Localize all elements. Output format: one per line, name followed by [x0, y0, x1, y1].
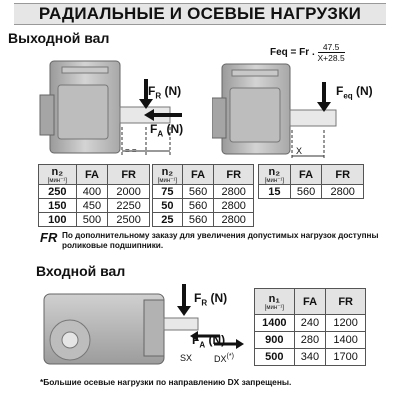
cell: 560 [290, 185, 322, 199]
table-header-row [255, 289, 366, 315]
table-row [255, 349, 366, 366]
cell: 400 [76, 185, 108, 199]
formula-denominator: X+28.5 [317, 53, 345, 63]
cell: 150 [39, 199, 77, 213]
fr-label-output: $F_R$ (N) [148, 84, 182, 101]
formula-numerator: 47.5 [318, 42, 345, 53]
cell: 15 [259, 185, 291, 199]
cell: 50 [153, 199, 183, 213]
output-shaft-table-2 [152, 164, 254, 227]
cell: 500 [255, 349, 295, 366]
cell: 1200 [326, 315, 366, 332]
cell: 25 [153, 213, 183, 227]
gearbox-body [44, 294, 164, 364]
table-row [39, 213, 150, 227]
header-fa: FA [294, 289, 326, 315]
output-shaft-equivalent-load-diagram [212, 60, 362, 165]
header-fr: FR [214, 165, 254, 185]
roller-bearing-symbol: FR [40, 230, 58, 245]
sx-label: SX [180, 353, 193, 363]
gearbox-body [212, 64, 290, 154]
table-row [255, 315, 366, 332]
formula-lhs: Feq = Fr . [270, 47, 315, 59]
header-fa: FA [290, 165, 322, 185]
header-n2: n₂ [мин⁻¹] [153, 165, 183, 185]
table-row [153, 185, 254, 199]
cell: 340 [294, 349, 326, 366]
table-row [259, 185, 364, 199]
cell: 250 [39, 185, 77, 199]
fa-label-input: $F_A$ (N) [192, 333, 226, 350]
cell: 560 [182, 213, 214, 227]
input-shaft-table [254, 288, 366, 366]
cell: 2500 [108, 213, 150, 227]
cell: 280 [294, 332, 326, 349]
table-header-row [153, 165, 254, 185]
header-n2: n₂ [мин⁻¹] [39, 165, 77, 185]
roller-bearing-note: По дополнительному заказу для увеличения допустимых нагрузок доступны роликовые подшипники. [62, 231, 379, 250]
cell: 560 [182, 185, 214, 199]
header-fa: FA [76, 165, 108, 185]
cell: 1700 [326, 349, 366, 366]
cell: 2250 [108, 199, 150, 213]
feq-arrow [317, 82, 331, 112]
cell: 2800 [214, 213, 254, 227]
output-shaft-radial-axial-diagram [22, 55, 192, 165]
table-row [153, 199, 254, 213]
feq-label: $F_{eq}$ (N) [336, 84, 373, 101]
cell: 100 [39, 213, 77, 227]
x-dimension-label: X [296, 146, 303, 156]
table-row [39, 185, 150, 199]
table-row [255, 332, 366, 349]
table-header-row [259, 165, 364, 185]
fr-arrow [177, 284, 191, 316]
gearbox-body [40, 61, 120, 153]
cell: 1400 [326, 332, 366, 349]
cell: 2800 [214, 199, 254, 213]
header-n2: n₂ [мин⁻¹] [259, 165, 291, 185]
input-shaft-heading: Входной вал [36, 263, 126, 279]
cell: 2800 [322, 185, 364, 199]
table-header-row [39, 165, 150, 185]
table-row [153, 213, 254, 227]
header-fa: FA [182, 165, 214, 185]
table-row [39, 199, 150, 213]
dx-label: DX(*) [214, 353, 234, 364]
header-fr: FR [322, 165, 364, 185]
cell: 500 [76, 213, 108, 227]
fr-label-input: $F_R$ (N) [194, 291, 228, 308]
cell: 75 [153, 185, 183, 199]
output-shaft-table-3 [258, 164, 364, 199]
header-fr: FR [326, 289, 366, 315]
output-shaft [290, 110, 336, 126]
cell: 2000 [108, 185, 150, 199]
cell: 2800 [214, 185, 254, 199]
input-shaft [164, 318, 198, 330]
cell: 560 [182, 199, 214, 213]
header-fr: FR [108, 165, 150, 185]
header-n1: n₁ [мин⁻¹] [255, 289, 295, 315]
footnote: *Большие осевые нагрузки по направлению DX запрещены. [40, 377, 292, 387]
cell: 1400 [255, 315, 295, 332]
page-title: РАДИАЛЬНЫЕ И ОСЕВЫЕ НАГРУЗКИ [14, 3, 386, 25]
cell: 450 [76, 199, 108, 213]
cell: 900 [255, 332, 295, 349]
output-shaft-heading: Выходной вал [8, 30, 110, 46]
cell: 240 [294, 315, 326, 332]
output-shaft-table-1 [38, 164, 150, 227]
fa-label-output: $F_A$ (N) [150, 122, 184, 139]
equal-dimension-marks: = = [125, 146, 137, 155]
